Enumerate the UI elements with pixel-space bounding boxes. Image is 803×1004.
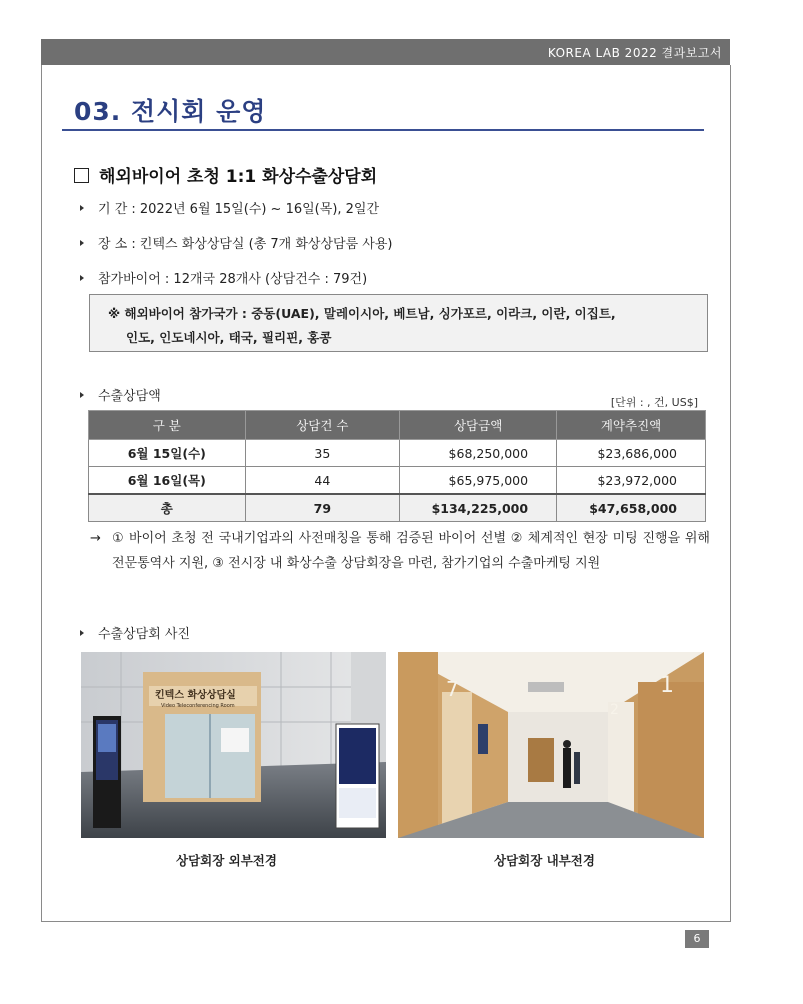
col-header-category: 구 분 <box>89 411 246 440</box>
report-header-bar <box>41 39 730 65</box>
door-number-2: 2 <box>610 702 619 718</box>
summary-paragraph <box>90 526 710 576</box>
export-label: 수출상담액 <box>98 389 161 404</box>
sign-text: 킨텍스 화상상담실 <box>155 690 236 701</box>
row-amount: $68,250,000 <box>400 440 557 467</box>
total-label: 총 <box>89 494 246 522</box>
door-number-7: 7 <box>446 677 459 701</box>
bullet-triangle-icon <box>80 392 84 398</box>
export-label-item <box>80 385 161 404</box>
checkbox-square-icon <box>74 168 89 183</box>
col-header-count: 상담건 수 <box>245 411 400 440</box>
note-line-2: 인도, 인도네시아, 태국, 필리핀, 홍콩 <box>126 330 332 345</box>
row-amount: $65,975,000 <box>400 467 557 495</box>
table-row <box>89 440 706 467</box>
period-text: 기 간 : 2022년 6월 15일(수) ~ 16일(목), 2일간 <box>98 202 380 217</box>
bullet-triangle-icon <box>80 205 84 211</box>
table-row <box>89 467 706 495</box>
period-item <box>80 198 379 217</box>
bullet-triangle-icon <box>80 630 84 636</box>
col-header-amount: 상담금액 <box>400 411 557 440</box>
venue-item <box>80 233 392 252</box>
exterior-photo-illustration <box>81 652 386 838</box>
title-underline <box>62 129 704 131</box>
row-contract: $23,686,000 <box>557 440 706 467</box>
door-number-1: 1 <box>660 673 674 698</box>
interior-photo-illustration <box>398 652 704 838</box>
sign-sub-text: Video Teleconferencing Room <box>161 703 235 709</box>
buyers-text: 참가바이어 : 12개국 28개사 (상담건수 : 79건) <box>98 272 368 287</box>
photos-label-item <box>80 623 190 642</box>
bullet-triangle-icon <box>80 275 84 281</box>
buyers-item <box>80 268 367 287</box>
report-title: KOREA LAB 2022 결과보고서 <box>547 46 722 60</box>
photos-label: 수출상담회 사진 <box>98 627 191 642</box>
total-amount: $134,225,000 <box>400 494 557 522</box>
section-title: 03. 전시회 운영 <box>74 97 267 126</box>
row-count: 44 <box>245 467 400 495</box>
caption-exterior: 상담회장 외부전경 <box>176 853 277 868</box>
row-contract: $23,972,000 <box>557 467 706 495</box>
total-count: 79 <box>245 494 400 522</box>
interior-photo <box>398 652 704 838</box>
table-header-row <box>89 411 706 440</box>
row-date: 6월 15일(수) <box>89 440 246 467</box>
export-table <box>88 410 706 522</box>
unit-label: [단위 : , 건, US$] <box>610 396 698 409</box>
caption-interior: 상담회장 내부전경 <box>494 853 595 868</box>
section-subtitle <box>74 162 377 187</box>
row-date: 6월 16일(목) <box>89 467 246 495</box>
note-line-1: ※ 해외바이어 참가국가 : 중동(UAE), 말레이시아, 베트남, 싱가포르, 이라크, 이란, 이집트, <box>108 306 616 321</box>
row-count: 35 <box>245 440 400 467</box>
subtitle-text: 해외바이어 초청 1:1 화상수출상담회 <box>99 167 378 187</box>
page-number: 6 <box>685 930 709 948</box>
summary-text: ① 바이어 초청 전 국내기업과의 사전매칭을 통해 검증된 바이어 선별 ② 체계적인 현장 미팅 진행을 위해 전문통역사 지원, ③ 전시장 내 화상수출 상담회장을 마련, 참가기업의 수출마케팅 지원 <box>112 531 710 571</box>
exterior-photo <box>81 652 386 838</box>
venue-text: 장 소 : 킨텍스 화상상담실 (총 7개 화상상담룸 사용) <box>98 237 393 252</box>
col-header-contract: 계약추진액 <box>557 411 706 440</box>
bullet-triangle-icon <box>80 240 84 246</box>
table-total-row <box>89 494 706 522</box>
total-contract: $47,658,000 <box>557 494 706 522</box>
arrow-icon: → <box>90 531 101 546</box>
countries-note-box <box>89 294 708 352</box>
